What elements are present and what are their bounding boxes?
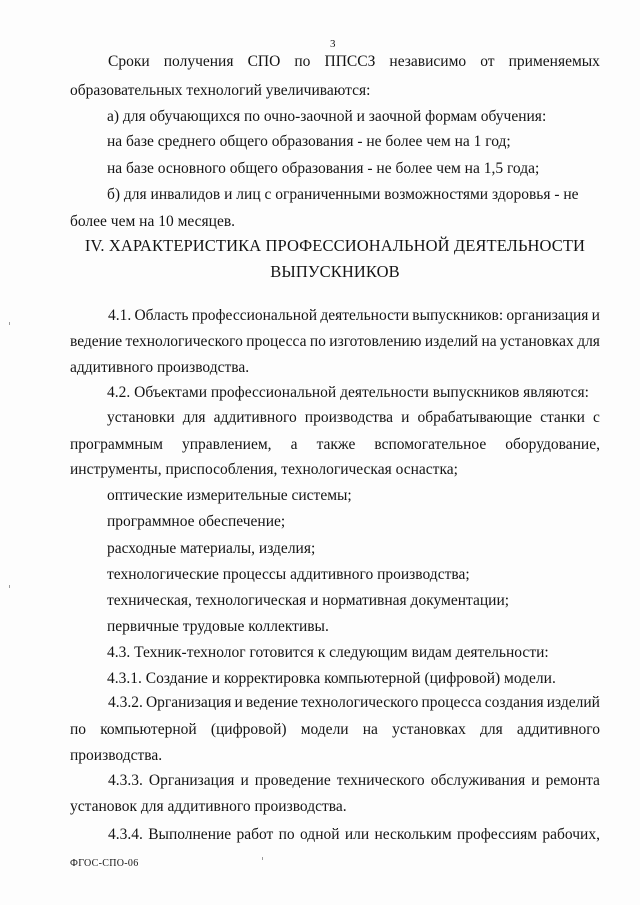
word: проведение xyxy=(254,772,331,789)
word: выпускников: xyxy=(412,307,504,324)
line-l24 xyxy=(70,721,600,739)
word: по xyxy=(70,721,87,738)
word: 4.3.2. xyxy=(108,694,143,711)
word: изделий xyxy=(424,333,479,350)
line-l15: оптические измерительные системы; xyxy=(107,487,352,504)
line-l5: на базе основного общего образования - не более чем на 1,5 года; xyxy=(107,160,540,177)
word: ведение xyxy=(70,333,123,350)
word: а xyxy=(290,436,298,453)
word: для xyxy=(182,409,206,426)
line-l25: производства. xyxy=(70,747,163,764)
word: аддитивного xyxy=(516,721,600,738)
line-l3: а) для обучающихся по очно-заочной и заочной формам обучения: xyxy=(107,108,547,125)
word: технического xyxy=(336,772,425,789)
line-l19: техническая, технологическая и нормативная документации; xyxy=(107,592,510,609)
word: (цифровой) xyxy=(210,721,287,738)
word: управлением, xyxy=(181,436,272,453)
word: на xyxy=(481,333,497,350)
scan-mark xyxy=(9,322,10,325)
line-l14: инструменты, приспособления, технологическая оснастка; xyxy=(70,461,458,478)
word: и xyxy=(531,772,540,789)
word: процесса xyxy=(421,694,482,711)
section-heading-line2: ВЫПУСКНИКОВ xyxy=(270,262,400,281)
line-l6: б) для инвалидов и лиц с ограниченными возможностями здоровья - не xyxy=(107,186,579,203)
word: на xyxy=(362,721,378,738)
word: установках xyxy=(500,333,574,350)
line-l22: 4.3.1. Создание и корректировка компьютерной (цифровой) модели. xyxy=(107,670,556,687)
word: одной xyxy=(300,826,340,843)
word: производства xyxy=(304,409,394,426)
document-footer: ФГОС-СПО-06 xyxy=(70,858,139,869)
word: по xyxy=(309,333,326,350)
line-l13 xyxy=(70,436,600,454)
word: профессиональной xyxy=(191,307,318,324)
word: организация xyxy=(506,307,589,324)
word: получения xyxy=(163,53,234,70)
line-l27: установок для аддитивного производства. xyxy=(70,798,347,815)
word: создания xyxy=(484,694,544,711)
word: установках xyxy=(392,721,466,738)
word: и xyxy=(401,409,410,426)
line-l2: образовательных технологий увеличиваются: xyxy=(70,82,371,99)
word: ППССЗ xyxy=(324,53,376,70)
word: Организация xyxy=(148,772,235,789)
line-l28 xyxy=(108,826,600,844)
word: ведение xyxy=(245,694,298,711)
word: Выполнение xyxy=(148,826,232,843)
line-l17: расходные материалы, изделия; xyxy=(107,540,316,557)
line-l20: первичные трудовые коллективы. xyxy=(107,618,329,635)
word: обрабатывающие xyxy=(417,409,533,426)
scan-mark xyxy=(9,585,10,588)
word: технологического xyxy=(125,333,243,350)
word: изготовлению xyxy=(329,333,422,350)
word: технологического xyxy=(301,694,419,711)
line-l18: технологические процессы аддитивного производства; xyxy=(107,566,470,583)
word: оборудование, xyxy=(505,436,600,453)
word: для xyxy=(577,333,600,350)
word: Область xyxy=(134,307,189,324)
line-l10: аддитивного производства. xyxy=(70,359,250,376)
word: или xyxy=(344,826,370,843)
section-heading-line1: IV. ХАРАКТЕРИСТИКА ПРОФЕССИОНАЛЬНОЙ ДЕЯТЕЛЬНОСТИ xyxy=(84,236,586,255)
word: аддитивного xyxy=(213,409,297,426)
word: компьютерной xyxy=(100,721,197,738)
word: по xyxy=(294,53,311,70)
line-l16: программное обеспечение; xyxy=(107,513,286,530)
line-l26 xyxy=(108,772,600,790)
word: рабочих, xyxy=(542,826,600,843)
line-l7: более чем на 10 месяцев. xyxy=(70,213,236,230)
line-l4: на базе среднего общего образования - не более чем на 1 год; xyxy=(107,133,511,150)
word: и xyxy=(591,307,600,324)
word: программным xyxy=(70,436,163,453)
word: станки xyxy=(540,409,585,426)
line-l1 xyxy=(108,53,600,71)
scan-mark xyxy=(262,857,263,860)
word: ремонта xyxy=(545,772,600,789)
word: установки xyxy=(107,409,175,426)
word: и xyxy=(234,694,243,711)
word: и xyxy=(240,772,249,789)
line-l9 xyxy=(70,333,600,351)
word: нескольким xyxy=(374,826,452,843)
word: профессиям xyxy=(456,826,538,843)
word: с xyxy=(593,409,600,426)
word: СПО xyxy=(247,53,281,70)
line-l11: 4.2. Объектами профессиональной деятельности выпускников являются: xyxy=(107,384,589,401)
line-l21: 4.3. Техник-технолог готовится к следующим видам деятельности: xyxy=(107,644,549,661)
word: по xyxy=(278,826,295,843)
page-number: 3 xyxy=(330,38,336,50)
word: обслуживания xyxy=(430,772,526,789)
word: от xyxy=(480,53,495,70)
word: Сроки xyxy=(108,53,150,70)
line-l12 xyxy=(107,409,600,427)
word: процесса xyxy=(246,333,307,350)
word: 4.3.4. xyxy=(108,826,143,843)
word: независимо xyxy=(389,53,467,70)
word: вспомогательное xyxy=(374,436,487,453)
word: деятельности xyxy=(320,307,410,324)
word: 4.1. xyxy=(108,307,132,324)
word: Организация xyxy=(145,694,232,711)
line-l23 xyxy=(108,694,600,712)
word: применяемых xyxy=(508,53,600,70)
word: также xyxy=(316,436,356,453)
word: модели xyxy=(300,721,349,738)
word: изделий xyxy=(546,694,600,711)
word: для xyxy=(479,721,503,738)
word: работ xyxy=(236,826,274,843)
word: 4.3.3. xyxy=(108,772,143,789)
line-l8 xyxy=(108,307,600,325)
